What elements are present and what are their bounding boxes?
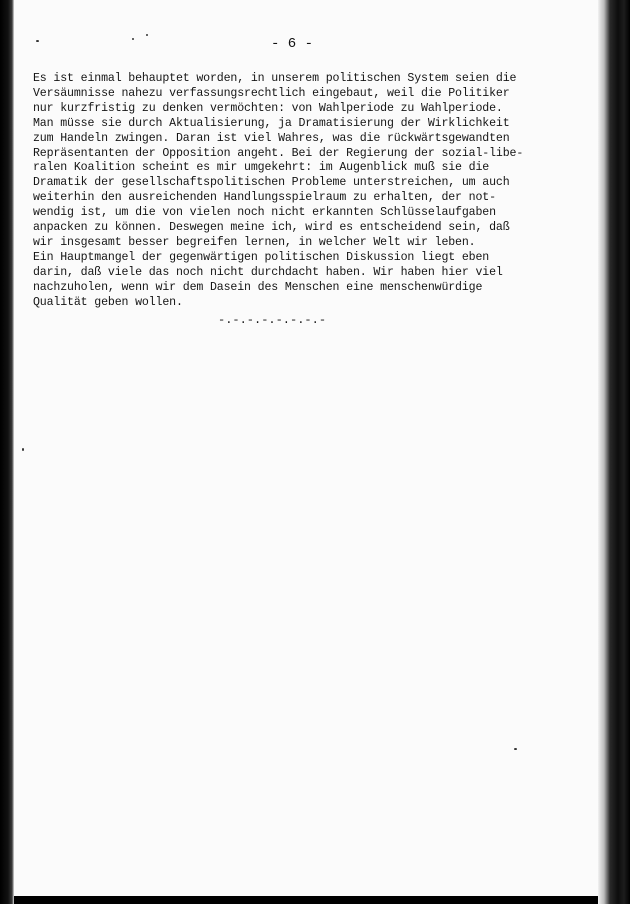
scan-bottom-edge xyxy=(14,896,598,904)
text-line: anpacken zu können. Deswegen meine ich, wird es entscheidend sein, daß xyxy=(33,221,510,235)
section-end-mark: -.-.-.-.-.-.-.- xyxy=(218,313,327,327)
scan-speck xyxy=(514,748,517,750)
text-line: wir insgesamt besser begreifen lernen, in welcher Welt wir leben. xyxy=(33,235,476,249)
text-line: nur kurzfristig zu denken vermöchten: von Wahlperiode zu Wahlperiode. xyxy=(33,101,503,115)
text-line: Repräsentanten der Opposition angeht. Bei der Regierung der sozial-libe- xyxy=(33,146,524,160)
document-page xyxy=(14,0,598,896)
scan-speck xyxy=(36,40,39,42)
body-paragraph xyxy=(33,72,593,311)
text-line: weiterhin den ausreichenden Handlungsspielraum zu erhalten, der not- xyxy=(33,191,496,205)
text-line: wendig ist, um die von vielen noch nicht erkannten Schlüsselaufgaben xyxy=(33,206,496,220)
text-line: zum Handeln zwingen. Daran ist viel Wahres, was die rückwärtsgewandten xyxy=(33,131,510,145)
text-line: Ein Hauptmangel der gegenwärtigen politischen Diskussion liegt eben xyxy=(33,250,490,264)
scan-speck xyxy=(22,448,24,451)
text-line: Es ist einmal behauptet worden, in unserem politischen System seien die xyxy=(33,72,517,85)
text-line: Versäumnisse nahezu verfassungsrechtlich eingebaut, weil die Politiker xyxy=(33,86,510,100)
text-line: Qualität geben wollen. xyxy=(33,295,183,309)
scan-right-edge xyxy=(598,0,630,904)
scan-speck xyxy=(132,38,134,40)
text-line: nachzuholen, wenn wir dem Dasein des Menschen eine menschenwürdige xyxy=(33,280,483,294)
text-line: Dramatik der gesellschaftspolitischen Probleme unterstreichen, um auch xyxy=(33,176,510,190)
page-number: - 6 - xyxy=(270,36,313,52)
text-line: Man müsse sie durch Aktualisierung, ja Dramatisierung der Wirklichkeit xyxy=(33,116,510,130)
scan-speck xyxy=(146,34,148,36)
text-line: darin, daß viele das noch nicht durchdacht haben. Wir haben hier viel xyxy=(33,265,503,279)
scan-left-edge xyxy=(0,0,14,904)
text-line: ralen Koalition scheint es mir umgekehrt: im Augenblick muß sie die xyxy=(33,161,490,175)
